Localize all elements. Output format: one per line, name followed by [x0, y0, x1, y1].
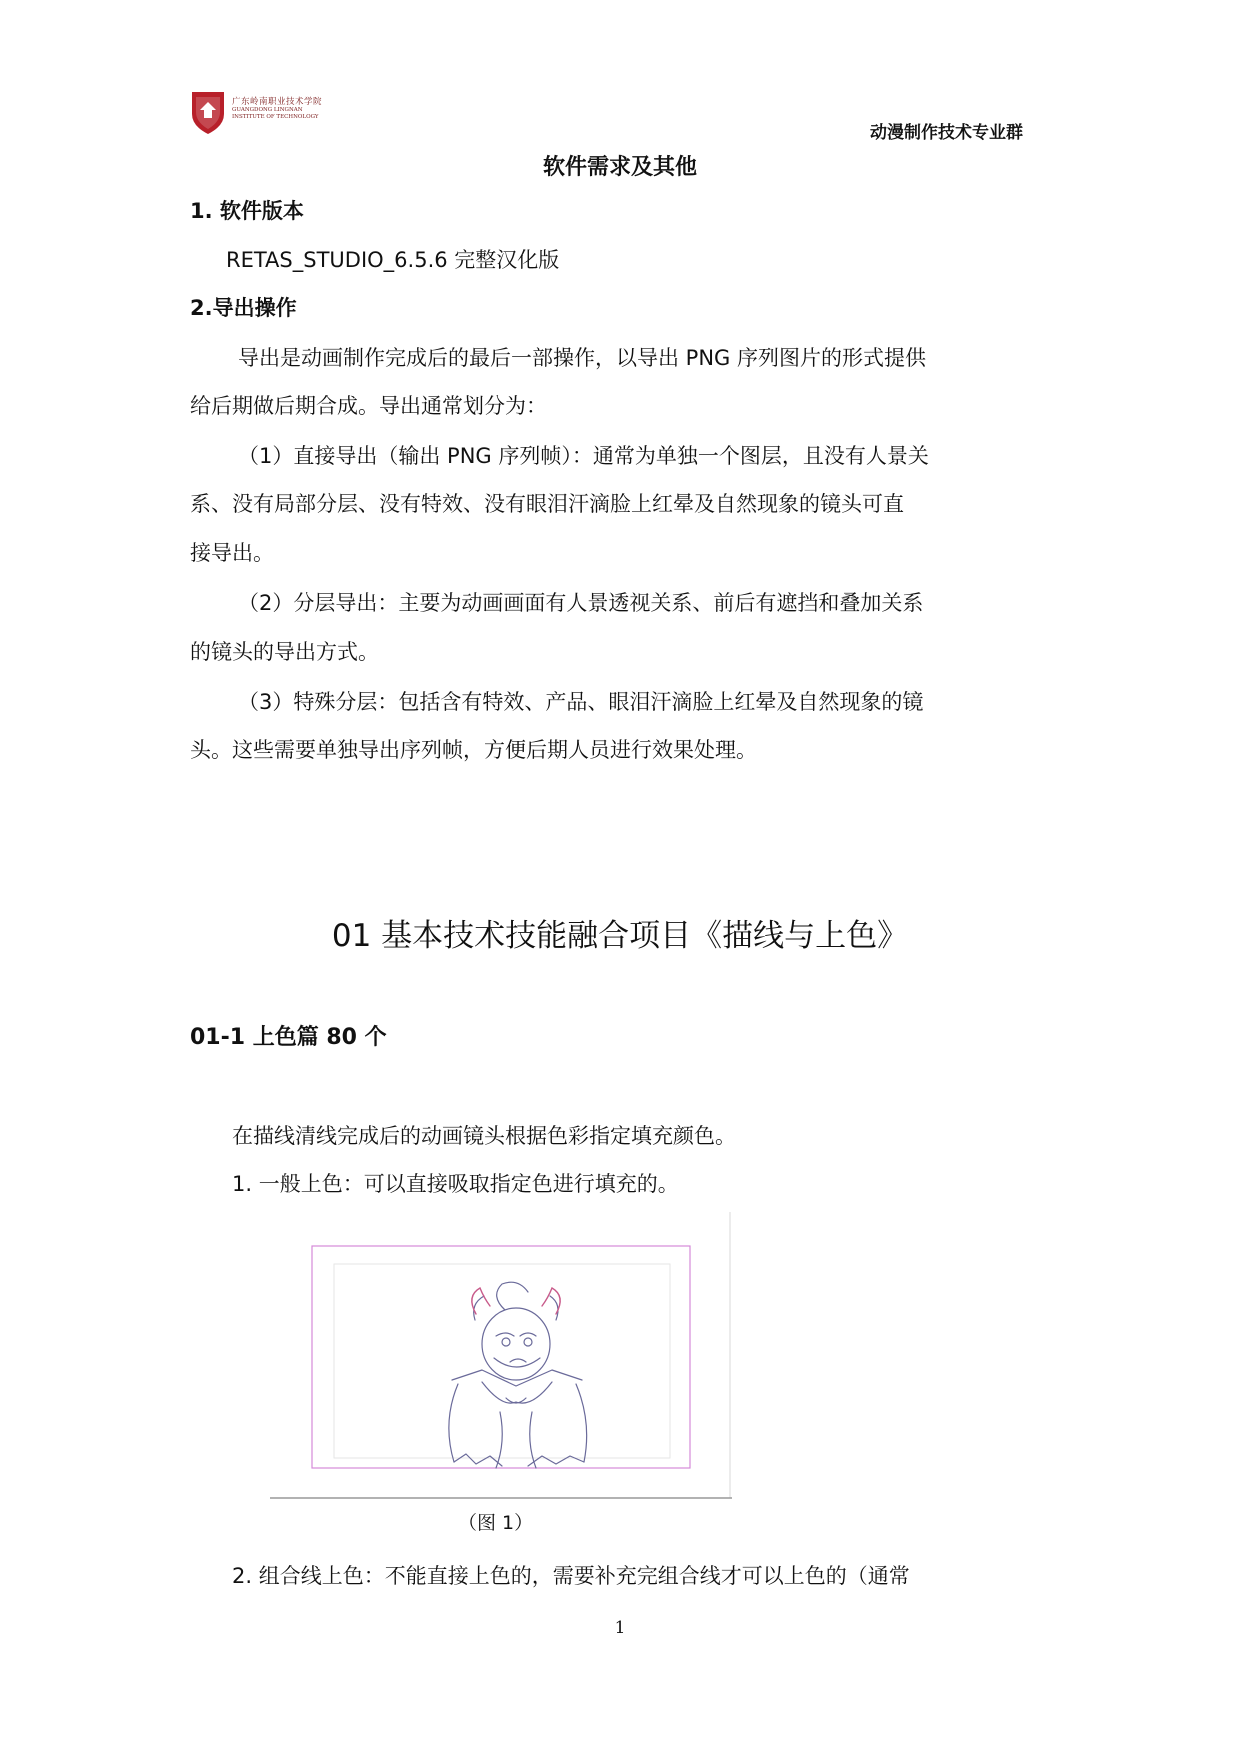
- school-name-cn: 广东岭南职业技术学院: [232, 97, 323, 107]
- section-heading-software-version: 1. 软件版本: [190, 199, 304, 223]
- figure-sketch: [270, 1212, 732, 1502]
- document-title: 软件需求及其他: [542, 155, 697, 180]
- intro-line: 在描线清线完成后的动画镜头根据色彩指定填充颜色。: [232, 1124, 736, 1148]
- figure-caption: （图 1）: [458, 1512, 534, 1534]
- paragraph-line: 接导出。: [190, 541, 274, 565]
- paragraph-line: （3）特殊分层：包括含有特效、产品、眼泪汗滴脸上红晕及自然现象的镜: [238, 690, 924, 714]
- character-sketch-image: [270, 1212, 732, 1502]
- paragraph-line: （1）直接导出（输出 PNG 序列帧）：通常为单独一个图层，且没有人景关: [238, 444, 929, 468]
- page-number: 1: [614, 1618, 626, 1638]
- paragraph-line: 系、没有局部分层、没有特效、没有眼泪汗滴脸上红晕及自然现象的镜头可直: [190, 492, 904, 516]
- paragraph-line: 给后期做后期合成。导出通常划分为：: [190, 394, 547, 418]
- list-item-combined-line-coloring: 2. 组合线上色：不能直接上色的，需要补充完组合线才可以上色的（通常: [232, 1564, 910, 1588]
- paragraph-line: 导出是动画制作完成后的最后一部操作，以导出 PNG 序列图片的形式提供: [238, 346, 926, 370]
- project-title: 01 基本技术技能融合项目《描线与上色》: [331, 918, 909, 954]
- group-name: 动漫制作技术专业群: [870, 123, 1023, 143]
- paragraph-line: 的镜头的导出方式。: [190, 640, 379, 664]
- list-item-general-coloring: 1. 一般上色：可以直接吸取指定色进行填充的。: [232, 1172, 679, 1196]
- software-version-text: RETAS_STUDIO_6.5.6 完整汉化版: [226, 248, 560, 272]
- section-heading-export: 2.导出操作: [190, 296, 297, 320]
- paragraph-line: 头。这些需要单独导出序列帧，方便后期人员进行效果处理。: [190, 738, 757, 762]
- school-name-en: GUANGDONG LINGNAN INSTITUTE OF TECHNOLOGY: [232, 107, 319, 120]
- sub-heading-coloring: 01-1 上色篇 80 个: [190, 1025, 387, 1050]
- paragraph-line: （2）分层导出：主要为动画画面有人景透视关系、前后有遮挡和叠加关系: [238, 591, 924, 615]
